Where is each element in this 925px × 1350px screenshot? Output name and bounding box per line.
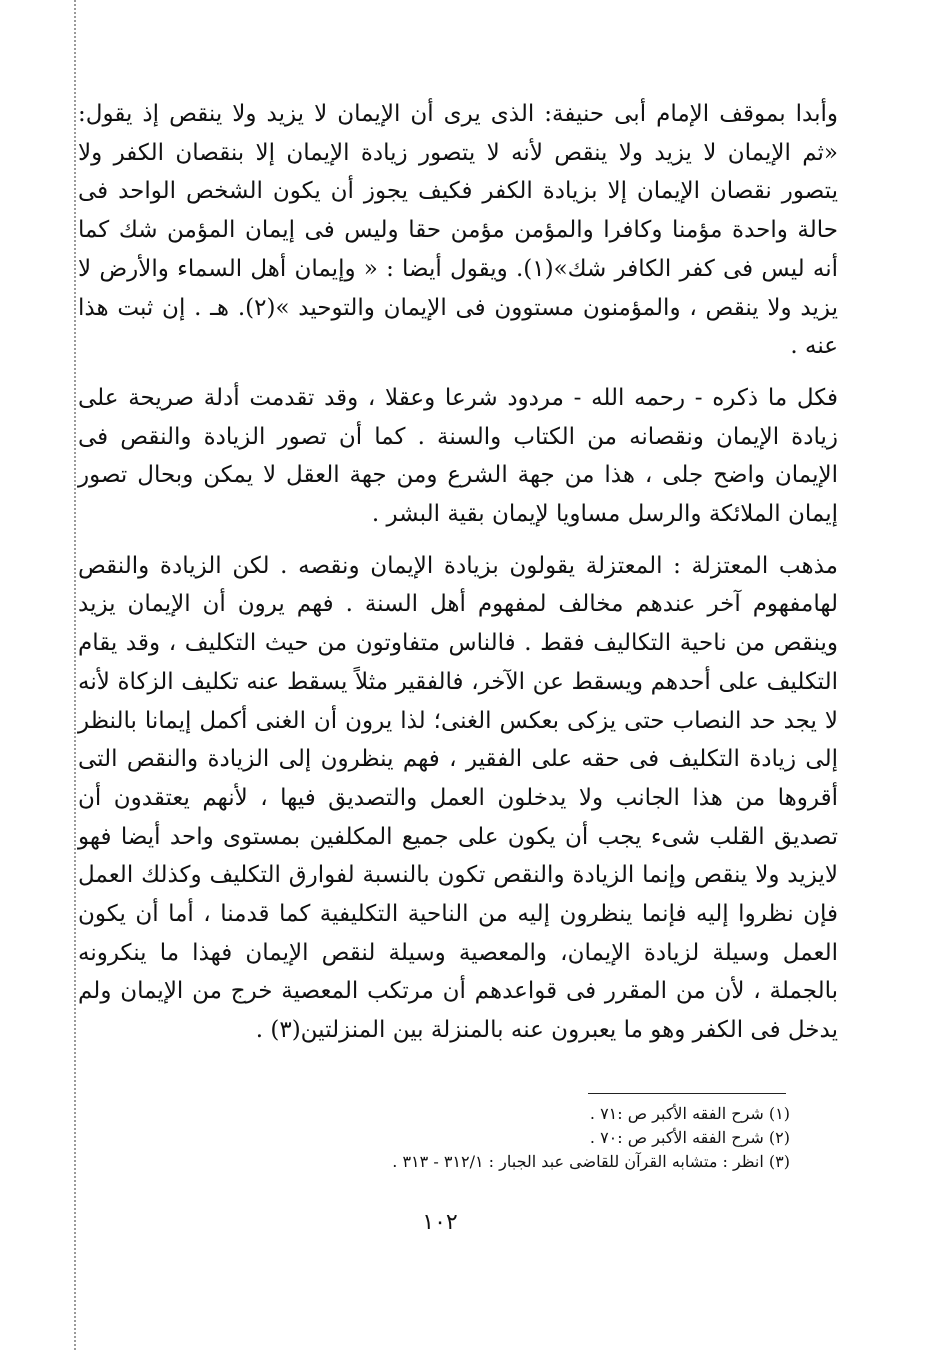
scan-edge-dotted-line xyxy=(74,0,76,1350)
paragraph-abu-hanifa: وأبدا بموقف الإمام أبى حنيفة: الذى يرى أن الإيمان لا يزيد ولا ينقص إذ يقول: «ثم الإيمان لا يزيد ولا ينقص لأنه لا يتصور زيادة الإيمان إلا بنقصان الكفر ولا يتصور نقصان الإيمان إلا بزيادة الكفر فكيف يجوز أن يكون الشخص الواحد فى حالة واحدة مؤمنا وكافرا والمؤمن مؤمن حقا وليس فى إيمان المؤمن شك كما أنه ليس فى كفر الكافر شك»(١). ويقول أيضا : « وإيمان أهل السماء والأرض لا يزيد ولا ينقص ، والمؤمنون مستوون فى الإيمان والتوحيد »(٢). هـ . إن ثبت هذا عنه . xyxy=(78,101,838,360)
footnote-1: (١) شرح الفقه الأكبر ص :٧١ . xyxy=(589,1104,790,1123)
page-number: ١٠٢ xyxy=(422,1210,458,1235)
main-text xyxy=(78,95,838,1050)
paragraph-mutazila: مذهب المعتزلة : المعتزلة يقولون بزيادة الإيمان ونقصه . لكن الزيادة والنقص لهامفهوم آخر عندهم مخالف لمفهوم أهل السنة . فهم يرون أن الإيمان يزيد وينقص من ناحية التكاليف فقط . فالناس متفاوتون من حيث التكليف ، وقد يقام التكليف على أحدهم ويسقط عن الآخر، فالفقير مثلاً يسقط عنه تكليف الزكاة لأنه لا يجد حد النصاب حتى يزكى بعكس الغنى؛ لذا يرون أن الغنى أكمل إيمانا بالنظر إلى زيادة التكليف فى حقه على الفقير ، فهم ينظرون إلى الزيادة والنقص التى أقروها من هذا الجانب ولا يدخلون العمل والتصديق فيها ، لأنهم يعتقدون أن تصديق القلب شىء يجب أن يكون على جميع المكلفين بمستوى واحد أيضا فهو لايزيد ولا ينقص وإنما الزيادة والنقص تكون بالنسبة لفوارق التكليف وكذلك العمل فإن نظروا إليه فإنما ينظرون إليه من الناحية التكليفية كما قدمنا ، أما أن يكون العمل وسيلة لزيادة الإيمان، والمعصية وسيلة لنقص الإيمان فهذا ما ينكرونه بالجملة ، لأن من المقرر فى قواعدهم أن مرتكب المعصية خرج من الإيمان ولم يدخل فى الكفر وهو ما يعبرون عنه بالمنزلة بين المنزلتين(٣) . xyxy=(78,552,838,1044)
footnote-2: (٢) شرح الفقه الأكبر ص :٧٠ . xyxy=(589,1128,790,1147)
footnote-separator xyxy=(588,1093,786,1094)
paragraph-refutation: فكل ما ذكره - رحمه الله - مردود شرعا وعقلا ، وقد تقدمت أدلة صريحة على زيادة الإيمان ونقصانه من الكتاب والسنة . كما أن تصور الزيادة والنقص فى الإيمان واضح جلى ، هذا من جهة الشرع ومن جهة العقل لا يمكن وبحال تصور إيمان الملائكة والرسل مساويا لإيمان بقية البشر . xyxy=(78,384,838,528)
footnote-3: (٣) انظر : متشابه القرآن للقاضى عبد الجبار : ٣١٢/١ - ٣١٣ . xyxy=(392,1152,790,1171)
footnotes xyxy=(200,1102,790,1174)
